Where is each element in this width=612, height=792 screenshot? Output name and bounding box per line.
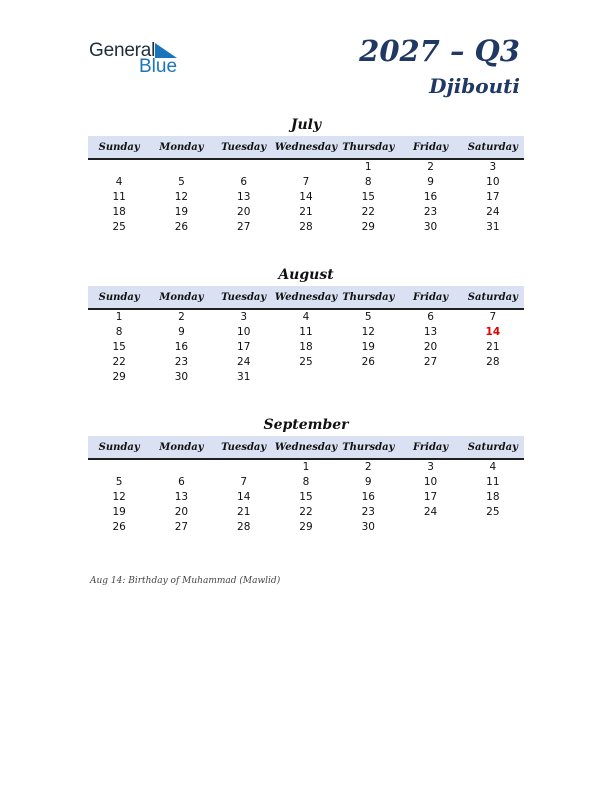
day-cell: 29 [361, 221, 375, 233]
day-cell [88, 460, 150, 475]
weekday-label: Saturday [467, 442, 518, 453]
day-cell: 9 [427, 176, 434, 188]
holiday-note: Aug 14: Birthday of Muhammad (Mawlid) [90, 576, 281, 586]
week-row [88, 175, 524, 190]
day-cell [399, 370, 461, 385]
weekday-label: Saturday [467, 292, 518, 303]
day-cell: 3 [427, 461, 434, 473]
month-title: July [290, 117, 322, 133]
weekday-label: Tuesday [221, 142, 267, 153]
day-cell: 13 [174, 491, 189, 503]
day-cell: 16 [423, 191, 438, 203]
day-cell: 10 [423, 476, 438, 488]
weekday-label: Wednesday [274, 142, 338, 153]
weekday-label: Sunday [98, 292, 140, 303]
day-cell: 30 [423, 221, 438, 233]
week-row [88, 475, 524, 490]
day-cell: 10 [486, 176, 500, 188]
day-cell: 30 [174, 371, 189, 383]
day-cell: 9 [178, 326, 185, 338]
day-cell: 24 [486, 206, 500, 218]
day-cell: 13 [423, 326, 438, 338]
day-cell: 25 [486, 506, 500, 518]
day-cell [337, 370, 399, 385]
day-cell: 3 [240, 311, 248, 323]
weekday-label: Thursday [342, 292, 395, 303]
weekday-label: Monday [159, 442, 204, 453]
day-cell: 14 [237, 491, 251, 503]
day-cell [462, 520, 524, 535]
day-cell: 15 [112, 341, 126, 353]
week-row [88, 325, 524, 340]
week-row [88, 160, 524, 175]
day-cell: 23 [361, 506, 375, 518]
day-cell: 5 [115, 476, 123, 488]
day-cell: 31 [486, 221, 500, 233]
day-cell: 20 [237, 206, 251, 218]
week-row [88, 205, 524, 220]
day-cell [275, 370, 337, 385]
week-row [88, 505, 524, 520]
week-row [88, 190, 524, 205]
day-cell: 15 [299, 491, 313, 503]
weekday-label: Tuesday [221, 442, 267, 453]
day-cell: 11 [112, 191, 126, 203]
weekday-label: Friday [412, 442, 449, 453]
day-cell: 15 [361, 191, 375, 203]
day-cell: 10 [237, 326, 251, 338]
day-cell: 12 [174, 191, 189, 203]
day-cell: 1 [115, 311, 123, 323]
weekday-label: Friday [412, 142, 449, 153]
day-cell: 12 [361, 326, 375, 338]
day-cell: 4 [302, 311, 310, 323]
weekday-label: Monday [159, 142, 204, 153]
day-cell: 27 [237, 221, 251, 233]
day-cell: 25 [299, 356, 313, 368]
day-cell: 7 [489, 311, 497, 323]
weekday-header [88, 436, 524, 460]
day-cell: 6 [178, 476, 185, 488]
day-cell: 26 [174, 221, 189, 233]
day-cell: 2 [364, 461, 372, 473]
weekday-label: Sunday [98, 442, 140, 453]
day-cell: 6 [240, 176, 248, 188]
weekday-label: Friday [412, 292, 449, 303]
day-cell [462, 370, 524, 385]
day-cell: 17 [486, 191, 500, 203]
day-cell: 20 [174, 506, 189, 518]
day-cell: 29 [299, 521, 313, 533]
day-cell: 2 [178, 311, 185, 323]
day-cell: 1 [364, 161, 372, 173]
month-calendar-july [88, 116, 524, 235]
day-cell: 9 [364, 476, 372, 488]
day-cell: 24 [423, 506, 438, 518]
month-title: September [263, 417, 349, 433]
day-cell: 19 [112, 506, 126, 518]
day-cell: 24 [237, 356, 251, 368]
day-cell: 20 [423, 341, 438, 353]
month-grid [88, 310, 524, 385]
month-grid [88, 460, 524, 535]
day-cell: 17 [423, 491, 438, 503]
day-cell [150, 460, 212, 475]
month-title: August [278, 267, 334, 283]
week-row [88, 220, 524, 235]
day-cell: 25 [112, 221, 126, 233]
day-cell: 7 [302, 176, 310, 188]
weekday-header [88, 136, 524, 160]
day-cell: 22 [112, 356, 126, 368]
day-cell: 22 [361, 206, 375, 218]
day-cell: 28 [299, 221, 313, 233]
day-cell: 8 [364, 176, 372, 188]
day-cell: 8 [115, 326, 123, 338]
day-cell: 7 [240, 476, 248, 488]
day-cell: 8 [302, 476, 310, 488]
day-cell: 28 [486, 356, 500, 368]
day-cell: 17 [237, 341, 251, 353]
week-row [88, 490, 524, 505]
week-row [88, 520, 524, 535]
day-cell: 14 [299, 191, 313, 203]
day-cell: 16 [361, 491, 375, 503]
day-cell: 4 [489, 461, 497, 473]
day-cell: 27 [174, 521, 189, 533]
day-cell: 2 [427, 161, 434, 173]
day-cell: 1 [302, 461, 310, 473]
week-row [88, 370, 524, 385]
weekday-label: Tuesday [221, 292, 267, 303]
day-cell [399, 520, 461, 535]
day-cell: 22 [299, 506, 313, 518]
week-row [88, 355, 524, 370]
day-cell: 4 [115, 176, 123, 188]
day-cell: 5 [364, 311, 372, 323]
country-name: Djibouti [429, 74, 520, 98]
day-cell: 6 [427, 311, 434, 323]
day-cell: 26 [112, 521, 126, 533]
day-cell: 5 [178, 176, 185, 188]
day-cell: 18 [486, 491, 500, 503]
day-cell: 11 [299, 326, 313, 338]
weekday-label: Monday [159, 292, 204, 303]
week-row [88, 310, 524, 325]
weekday-label: Saturday [467, 142, 518, 153]
day-cell: 21 [299, 206, 313, 218]
weekday-header [88, 286, 524, 310]
month-grid [88, 160, 524, 235]
day-cell: 19 [174, 206, 189, 218]
month-calendar-september [88, 416, 524, 535]
weekday-label: Sunday [98, 142, 140, 153]
day-cell: 16 [174, 341, 189, 353]
day-cell [88, 160, 150, 175]
day-cell: 3 [489, 161, 497, 173]
generalblue-logo [89, 40, 189, 76]
day-cell: 23 [423, 206, 438, 218]
day-cell: 26 [361, 356, 375, 368]
weekday-label: Thursday [342, 142, 395, 153]
day-cell: 18 [299, 341, 313, 353]
week-row [88, 460, 524, 475]
month-calendar-august [88, 266, 524, 385]
day-cell [275, 160, 337, 175]
weekday-label: Thursday [342, 442, 395, 453]
day-cell: 11 [486, 476, 500, 488]
day-cell: 23 [174, 356, 189, 368]
day-cell: 21 [237, 506, 251, 518]
day-cell: 18 [112, 206, 126, 218]
day-cell: 19 [361, 341, 375, 353]
week-row [88, 340, 524, 355]
day-cell [213, 460, 275, 475]
logo-word-blue: Blue [139, 56, 178, 77]
day-cell: 30 [361, 521, 375, 533]
day-cell: 13 [237, 191, 251, 203]
day-cell: 29 [112, 371, 126, 383]
day-cell: 27 [423, 356, 438, 368]
weekday-label: Wednesday [274, 442, 338, 453]
logo-word-general: General [89, 40, 156, 61]
weekday-label: Wednesday [274, 292, 338, 303]
page-title: 2027 – Q3 [359, 34, 520, 68]
day-cell [150, 160, 212, 175]
day-cell: 31 [237, 371, 251, 383]
day-cell: 21 [486, 341, 500, 353]
day-cell: 12 [112, 491, 126, 503]
day-cell: 28 [237, 521, 251, 533]
day-cell [213, 160, 275, 175]
holiday-day-cell: 14 [485, 326, 501, 338]
